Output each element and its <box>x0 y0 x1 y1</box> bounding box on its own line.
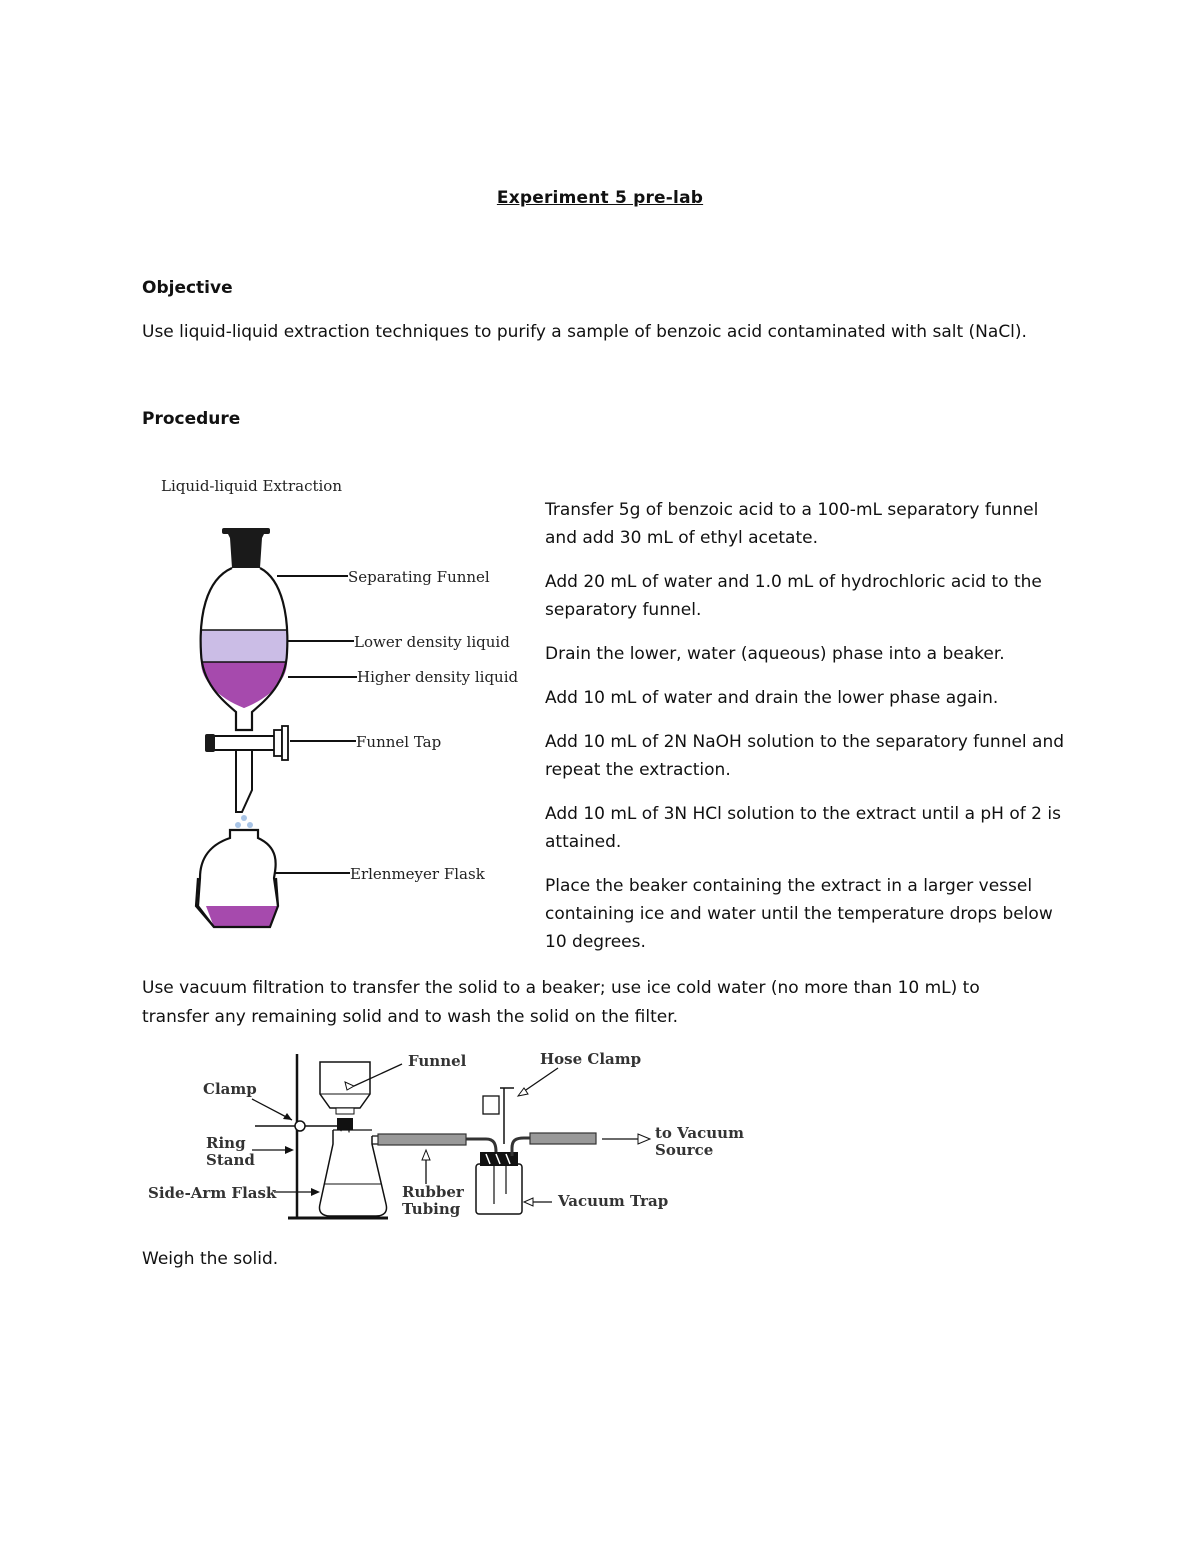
document-title: Experiment 5 pre-lab <box>496 188 704 208</box>
label-rubber: Rubber <box>402 1183 464 1201</box>
procedure-heading: Procedure <box>142 409 241 429</box>
side-arm-flask <box>319 1130 386 1216</box>
clamp-icon <box>295 1121 305 1131</box>
higher-liquid-band <box>201 662 287 708</box>
procedure-step: Drain the lower, water (aqueous) phase into a beaker. <box>545 644 1005 664</box>
filtration-text: Use vacuum filtration to transfer the solid to a beaker; use ice cold water (no more than 10 mL) to transfer any remaining solid and to wash the solid on the filter. <box>142 978 980 1027</box>
funnel-stopper <box>226 530 266 568</box>
vacuum-hose <box>530 1133 596 1144</box>
label-erlenmeyer-flask: Erlenmeyer Flask <box>350 865 485 883</box>
label-vacuum-trap: Vacuum Trap <box>558 1192 669 1210</box>
flask-liquid <box>206 906 278 927</box>
procedure-step: Add 10 mL of 3N HCl solution to the extract until a pH of 2 is attained. <box>545 804 1061 852</box>
label-side-arm-flask: Side-Arm Flask <box>148 1184 277 1202</box>
extraction-diagram <box>150 468 530 938</box>
hose-clamp <box>483 1096 499 1114</box>
procedure-steps <box>545 496 1065 972</box>
procedure-step: Add 10 mL of 2N NaOH solution to the separatory funnel and repeat the extraction. <box>545 732 1065 780</box>
objective-text: Use liquid-liquid extraction techniques to purify a sample of benzoic acid contaminated with salt (NaCl). <box>142 322 1027 342</box>
drop <box>247 822 253 828</box>
procedure-step: Transfer 5g of benzoic acid to a 100-mL separatory funnel and add 30 mL of ethyl acetate. <box>545 500 1039 548</box>
rubber-tubing <box>378 1134 466 1145</box>
procedure-step: Add 20 mL of water and 1.0 mL of hydrochloric acid to the separatory funnel. <box>545 572 1042 620</box>
funnel-tap <box>212 736 278 750</box>
label-higher-density-liquid: Higher density liquid <box>357 668 519 686</box>
extraction-figure-title: Liquid-liquid Extraction <box>161 477 342 495</box>
procedure-step: Add 10 mL of water and drain the lower phase again. <box>545 688 999 708</box>
buchner-funnel <box>320 1062 370 1108</box>
label-separating-funnel: Separating Funnel <box>348 568 490 586</box>
label-clamp: Clamp <box>203 1080 257 1098</box>
vacuum-filtration-diagram <box>140 1044 760 1224</box>
drop <box>241 815 247 821</box>
objective-heading: Objective <box>142 278 233 298</box>
label-lower-density-liquid: Lower density liquid <box>354 633 510 651</box>
label-funnel: Funnel <box>408 1052 467 1070</box>
lower-liquid-band <box>201 630 287 662</box>
label-tubing: Tubing <box>402 1200 461 1218</box>
drop <box>235 822 241 828</box>
procedure-step: Place the beaker containing the extract in a larger vessel containing ice and water until the temperature drops below 10 degrees. <box>545 876 1053 952</box>
label-ring: Ring <box>206 1134 246 1152</box>
stopper-rim <box>222 528 270 534</box>
final-step: Weigh the solid. <box>142 1249 279 1269</box>
vacuum-trap <box>476 1164 522 1214</box>
funnel-stopper <box>337 1118 353 1130</box>
label-stand: Stand <box>206 1151 255 1169</box>
label-to-vacuum: to Vacuum <box>655 1124 744 1142</box>
label-hose-clamp: Hose Clamp <box>540 1050 642 1068</box>
tap-handle <box>205 734 215 752</box>
label-source: Source <box>655 1141 714 1159</box>
label-funnel-tap: Funnel Tap <box>356 733 442 751</box>
funnel-stem <box>236 750 252 812</box>
